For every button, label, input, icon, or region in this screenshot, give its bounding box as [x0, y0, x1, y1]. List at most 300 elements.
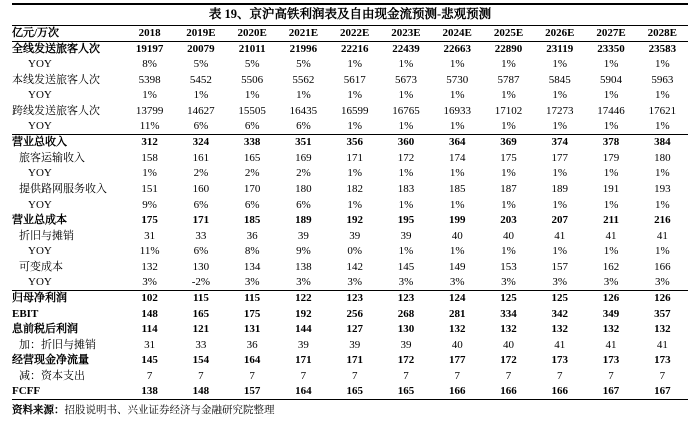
value-cell: 182 — [346, 182, 363, 195]
value-cell: 179 — [602, 151, 620, 164]
value-cell: 138 — [141, 385, 158, 398]
row-label: YOY — [28, 58, 52, 71]
value-cell: 173 — [551, 354, 568, 367]
value-cell: 5845 — [548, 73, 571, 86]
value-cell: 123 — [397, 292, 415, 305]
value-cell: 374 — [551, 136, 568, 149]
value-cell: 11% — [139, 245, 160, 258]
value-cell: 1% — [193, 89, 209, 102]
value-cell: 125 — [500, 292, 517, 305]
value-cell: 5506 — [241, 73, 264, 86]
value-cell: 124 — [448, 292, 466, 305]
value-cell: 211 — [603, 214, 619, 227]
table-row — [12, 119, 688, 135]
value-cell: 39 — [349, 229, 361, 242]
value-cell: 1% — [449, 198, 465, 211]
value-cell: 7 — [454, 370, 460, 383]
value-cell: 7 — [351, 370, 358, 383]
value-cell: 41 — [554, 338, 566, 351]
value-cell: 5562 — [292, 73, 315, 86]
value-cell: 13799 — [135, 104, 164, 117]
value-cell: 17446 — [597, 104, 625, 117]
value-cell: 1% — [603, 167, 619, 180]
row-label: 营业总收入 — [12, 136, 67, 149]
value-cell: 122 — [295, 292, 312, 305]
value-cell: 162 — [602, 260, 620, 273]
row-label: 折旧与摊销 — [19, 229, 74, 242]
value-cell: 172 — [397, 354, 415, 367]
value-cell: 40 — [451, 229, 463, 242]
value-cell: 1% — [654, 167, 670, 180]
value-cell: 153 — [500, 260, 517, 273]
value-cell: 14627 — [187, 104, 215, 117]
value-cell: 1% — [552, 58, 568, 71]
value-cell: 1% — [449, 167, 465, 180]
value-cell: 167 — [654, 385, 671, 398]
value-cell: 115 — [192, 292, 209, 305]
value-cell: 171 — [295, 354, 312, 367]
value-cell: 39 — [400, 229, 412, 242]
table-row — [12, 72, 688, 88]
value-cell: 114 — [141, 323, 158, 336]
value-cell: 41 — [605, 338, 617, 351]
value-cell: -2% — [191, 276, 211, 289]
value-cell: 6% — [296, 198, 311, 211]
value-cell: 132 — [141, 260, 158, 273]
value-cell: 164 — [295, 385, 312, 398]
value-cell: 11% — [139, 120, 160, 133]
value-cell: 165 — [192, 307, 210, 320]
value-cell: 1% — [347, 198, 363, 211]
table-header — [12, 26, 688, 42]
table-body — [12, 41, 688, 400]
value-cell: 170 — [243, 182, 261, 195]
value-cell: 41 — [656, 229, 668, 242]
value-cell: 16765 — [392, 104, 420, 117]
value-cell: 132 — [602, 323, 620, 336]
value-cell: 7 — [146, 370, 153, 383]
value-cell: 1% — [501, 120, 516, 133]
value-cell: 1% — [244, 89, 260, 102]
value-cell: 158 — [141, 151, 158, 164]
value-cell: 1% — [501, 58, 516, 71]
value-cell: 175 — [500, 151, 517, 164]
year-header-cell: 2018 — [138, 26, 161, 39]
row-label: YOY — [28, 245, 52, 258]
value-cell: 384 — [654, 136, 671, 149]
value-cell: 19197 — [135, 42, 164, 55]
value-cell: 17273 — [546, 104, 574, 117]
row-label: 加：折旧与摊销 — [19, 338, 96, 351]
value-cell: 36 — [246, 229, 258, 242]
value-cell: 144 — [295, 323, 312, 336]
value-cell: 7 — [557, 370, 563, 383]
value-cell: 171 — [346, 354, 363, 367]
value-cell: 180 — [295, 182, 312, 195]
table-row — [12, 275, 688, 291]
value-cell: 5673 — [394, 73, 417, 86]
row-label: YOY — [28, 120, 52, 133]
value-cell: 1% — [654, 198, 670, 211]
value-cell: 1% — [603, 58, 619, 71]
value-cell: 22890 — [494, 42, 523, 55]
table-title: 表 19、京沪高铁利润表及自由现金流预测-悲观预测 — [208, 7, 492, 21]
value-cell: 7 — [198, 370, 204, 383]
year-header-cell: 2020E — [237, 26, 267, 39]
value-cell: 132 — [500, 323, 517, 336]
table-row — [12, 384, 688, 400]
value-cell: 138 — [295, 260, 312, 273]
value-cell: 5% — [193, 58, 209, 71]
value-cell: 1% — [449, 245, 465, 258]
value-cell: 3% — [142, 276, 157, 289]
value-cell: 3% — [501, 276, 516, 289]
value-cell: 36 — [246, 338, 258, 351]
value-cell: 6% — [193, 245, 209, 258]
value-cell: 312 — [141, 136, 158, 149]
value-cell: 1% — [501, 198, 516, 211]
year-header-cell: 2027E — [596, 26, 626, 39]
value-cell: 41 — [656, 338, 668, 351]
value-cell: 161 — [192, 151, 210, 164]
value-cell: 130 — [397, 323, 415, 336]
value-cell: 8% — [142, 58, 157, 71]
table-row — [12, 88, 688, 104]
value-cell: 268 — [397, 307, 415, 320]
value-cell: 171 — [192, 214, 210, 227]
row-label: 本线发送旅客人次 — [12, 73, 100, 86]
row-label: YOY — [28, 89, 52, 102]
value-cell: 193 — [654, 182, 671, 195]
value-cell: 5452 — [189, 73, 212, 86]
table-row — [12, 57, 688, 73]
value-cell: 8% — [244, 245, 260, 258]
value-cell: 21011 — [238, 42, 266, 55]
row-label: 归母净利润 — [12, 292, 67, 305]
table-row — [12, 135, 688, 151]
table-row — [12, 291, 688, 307]
value-cell: 145 — [397, 260, 415, 273]
value-cell: 1% — [142, 89, 157, 102]
value-cell: 1% — [398, 120, 414, 133]
value-cell: 1% — [501, 89, 516, 102]
value-cell: 7 — [249, 370, 255, 383]
table-row — [12, 103, 688, 119]
value-cell: 6% — [296, 120, 311, 133]
value-cell: 172 — [397, 151, 415, 164]
value-cell: 40 — [502, 338, 514, 351]
value-cell: 1% — [398, 89, 414, 102]
value-cell: 203 — [500, 214, 517, 227]
value-cell: 1% — [296, 89, 311, 102]
table-row — [12, 41, 688, 57]
value-cell: 145 — [141, 354, 158, 367]
row-label: YOY — [28, 198, 52, 211]
value-cell: 7 — [659, 370, 666, 383]
value-cell: 23583 — [648, 42, 677, 55]
forecast-table — [12, 25, 688, 400]
value-cell: 177 — [448, 354, 466, 367]
year-header-cell: 2024E — [442, 26, 472, 39]
year-header-cell: 2028E — [647, 26, 677, 39]
table-row — [12, 322, 688, 338]
value-cell: 364 — [448, 136, 466, 149]
value-cell: 33 — [195, 338, 207, 351]
value-cell: 175 — [141, 214, 158, 227]
value-cell: 187 — [500, 182, 517, 195]
value-cell: 7 — [300, 370, 307, 383]
value-cell: 180 — [654, 151, 671, 164]
value-cell: 157 — [551, 260, 568, 273]
value-cell: 192 — [346, 214, 363, 227]
value-cell: 1% — [501, 167, 516, 180]
value-cell: 160 — [192, 182, 210, 195]
table-row — [12, 259, 688, 275]
table-row — [12, 166, 688, 182]
value-cell: 165 — [397, 385, 415, 398]
table-row — [12, 244, 688, 260]
value-cell: 20079 — [187, 42, 215, 55]
value-cell: 171 — [346, 151, 363, 164]
row-label: 息前税后利润 — [12, 323, 78, 336]
value-cell: 1% — [654, 89, 670, 102]
value-cell: 16933 — [443, 104, 471, 117]
value-cell: 126 — [654, 292, 671, 305]
value-cell: 149 — [448, 260, 466, 273]
source-label: 资料来源： — [12, 405, 65, 417]
row-label: FCFF — [12, 385, 41, 398]
value-cell: 1% — [347, 167, 363, 180]
value-cell: 41 — [605, 229, 617, 242]
value-cell: 102 — [141, 292, 158, 305]
year-header-cell: 2022E — [340, 26, 370, 39]
value-cell: 5% — [244, 58, 260, 71]
value-cell: 1% — [654, 245, 670, 258]
value-cell: 334 — [500, 307, 517, 320]
value-cell: 148 — [141, 307, 158, 320]
table-row — [12, 353, 688, 369]
value-cell: 31 — [144, 229, 156, 242]
value-cell: 357 — [654, 307, 671, 320]
value-cell: 22663 — [443, 42, 471, 55]
source-text: 招股说明书、兴业证券经济与金融研究院整理 — [64, 405, 275, 417]
value-cell: 360 — [397, 136, 415, 149]
value-cell: 151 — [141, 182, 158, 195]
value-cell: 195 — [397, 214, 415, 227]
value-cell: 167 — [602, 385, 620, 398]
row-label: 跨线发送旅客人次 — [12, 104, 100, 117]
value-cell: 148 — [192, 385, 210, 398]
value-cell: 256 — [346, 307, 363, 320]
value-cell: 31 — [144, 338, 156, 351]
value-cell: 1% — [552, 89, 568, 102]
value-cell: 5730 — [446, 73, 469, 86]
value-cell: 40 — [451, 338, 463, 351]
value-cell: 378 — [602, 136, 620, 149]
value-cell: 132 — [654, 323, 671, 336]
value-cell: 33 — [195, 229, 207, 242]
year-header-cell: 2026E — [545, 26, 575, 39]
value-cell: 1% — [347, 120, 363, 133]
year-header-cell: 2021E — [288, 26, 319, 39]
source-note — [12, 404, 688, 418]
value-cell: 154 — [192, 354, 210, 367]
value-cell: 121 — [192, 323, 210, 336]
value-cell: 173 — [602, 354, 620, 367]
value-cell: 9% — [142, 198, 157, 211]
value-cell: 174 — [448, 151, 466, 164]
value-cell: 3% — [398, 276, 414, 289]
value-cell: 338 — [243, 136, 261, 149]
value-cell: 5904 — [600, 73, 623, 86]
value-cell: 3% — [347, 276, 363, 289]
value-cell: 2% — [296, 167, 311, 180]
value-cell: 1% — [398, 245, 414, 258]
value-cell: 342 — [551, 307, 568, 320]
value-cell: 1% — [654, 58, 670, 71]
value-cell: 157 — [243, 385, 261, 398]
row-label: 减：资本支出 — [19, 370, 85, 383]
value-cell: 189 — [295, 214, 312, 227]
value-cell: 1% — [603, 120, 619, 133]
value-cell: 22216 — [340, 42, 369, 55]
value-cell: 3% — [552, 276, 568, 289]
table-row — [12, 306, 688, 322]
value-cell: 127 — [346, 323, 363, 336]
value-cell: 189 — [551, 182, 568, 195]
table-row — [12, 150, 688, 166]
unit-header-cell: 亿元/万次 — [12, 26, 60, 39]
value-cell: 199 — [448, 214, 466, 227]
table-row — [12, 228, 688, 244]
row-label: EBIT — [12, 307, 39, 320]
value-cell: 9% — [296, 245, 311, 258]
value-cell: 130 — [192, 260, 210, 273]
year-header-cell: 2019E — [186, 26, 216, 39]
value-cell: 369 — [500, 136, 517, 149]
value-cell: 5617 — [343, 73, 366, 86]
year-header-cell: 2023E — [391, 26, 421, 39]
value-cell: 216 — [654, 214, 671, 227]
value-cell: 1% — [449, 120, 465, 133]
value-cell: 16435 — [289, 104, 318, 117]
value-cell: 1% — [449, 89, 465, 102]
value-cell: 207 — [551, 214, 568, 227]
value-cell: 6% — [244, 198, 260, 211]
value-cell: 131 — [243, 323, 261, 336]
value-cell: 5963 — [651, 73, 674, 86]
value-cell: 1% — [552, 245, 568, 258]
value-cell: 41 — [554, 229, 566, 242]
value-cell: 21996 — [289, 42, 318, 55]
value-cell: 173 — [654, 354, 671, 367]
value-cell: 7 — [403, 370, 409, 383]
value-cell: 40 — [502, 229, 514, 242]
value-cell: 23350 — [597, 42, 625, 55]
value-cell: 1% — [347, 58, 363, 71]
row-label: 经营现金净流量 — [12, 354, 89, 367]
table-row — [12, 337, 688, 353]
table-row — [12, 181, 688, 197]
value-cell: 7 — [608, 370, 614, 383]
value-cell: 166 — [551, 385, 568, 398]
value-cell: 177 — [551, 151, 568, 164]
value-cell: 5398 — [138, 73, 161, 86]
value-cell: 16599 — [340, 104, 369, 117]
value-cell: 169 — [295, 151, 312, 164]
value-cell: 3% — [449, 276, 465, 289]
value-cell: 6% — [244, 120, 260, 133]
value-cell: 0% — [347, 245, 363, 258]
value-cell: 185 — [448, 182, 466, 195]
value-cell: 175 — [243, 307, 261, 320]
value-cell: 1% — [501, 245, 516, 258]
year-header-cell: 2025E — [493, 26, 524, 39]
value-cell: 7 — [505, 370, 512, 383]
value-cell: 6% — [193, 198, 209, 211]
value-cell: 3% — [654, 276, 670, 289]
value-cell: 1% — [552, 120, 568, 133]
value-cell: 165 — [346, 385, 363, 398]
value-cell: 183 — [397, 182, 415, 195]
value-cell: 17621 — [648, 104, 677, 117]
top-rule — [12, 3, 688, 5]
row-label: 营业总成本 — [12, 214, 67, 227]
value-cell: 126 — [602, 292, 620, 305]
value-cell: 1% — [552, 198, 568, 211]
value-cell: 324 — [192, 136, 210, 149]
value-cell: 349 — [602, 307, 620, 320]
value-cell: 1% — [552, 167, 568, 180]
value-cell: 1% — [654, 120, 670, 133]
value-cell: 164 — [243, 354, 261, 367]
row-label: 提供路网服务收入 — [19, 182, 107, 195]
value-cell: 39 — [349, 338, 361, 351]
value-cell: 1% — [603, 89, 619, 102]
value-cell: 132 — [448, 323, 466, 336]
value-cell: 1% — [398, 167, 414, 180]
value-cell: 192 — [295, 307, 312, 320]
value-cell: 281 — [448, 307, 466, 320]
value-cell: 23119 — [546, 42, 574, 55]
value-cell: 356 — [346, 136, 363, 149]
table-row — [12, 213, 688, 229]
value-cell: 2% — [244, 167, 260, 180]
value-cell: 1% — [603, 245, 619, 258]
value-cell: 39 — [297, 338, 309, 351]
value-cell: 125 — [551, 292, 568, 305]
value-cell: 39 — [297, 229, 309, 242]
value-cell: 185 — [243, 214, 261, 227]
value-cell: 3% — [603, 276, 619, 289]
value-cell: 172 — [500, 354, 517, 367]
value-cell: 142 — [346, 260, 363, 273]
value-cell: 39 — [400, 338, 412, 351]
row-label: 全线发送旅客人次 — [12, 42, 100, 55]
value-cell: 5787 — [497, 73, 520, 86]
row-label: 旅客运输收入 — [19, 151, 85, 164]
value-cell: 6% — [193, 120, 209, 133]
value-cell: 166 — [448, 385, 466, 398]
header-row — [12, 26, 688, 42]
value-cell: 17102 — [494, 104, 523, 117]
value-cell: 166 — [654, 260, 671, 273]
value-cell: 15505 — [238, 104, 266, 117]
value-cell: 1% — [142, 167, 157, 180]
value-cell: 1% — [449, 58, 465, 71]
value-cell: 1% — [347, 89, 363, 102]
value-cell: 351 — [295, 136, 312, 149]
